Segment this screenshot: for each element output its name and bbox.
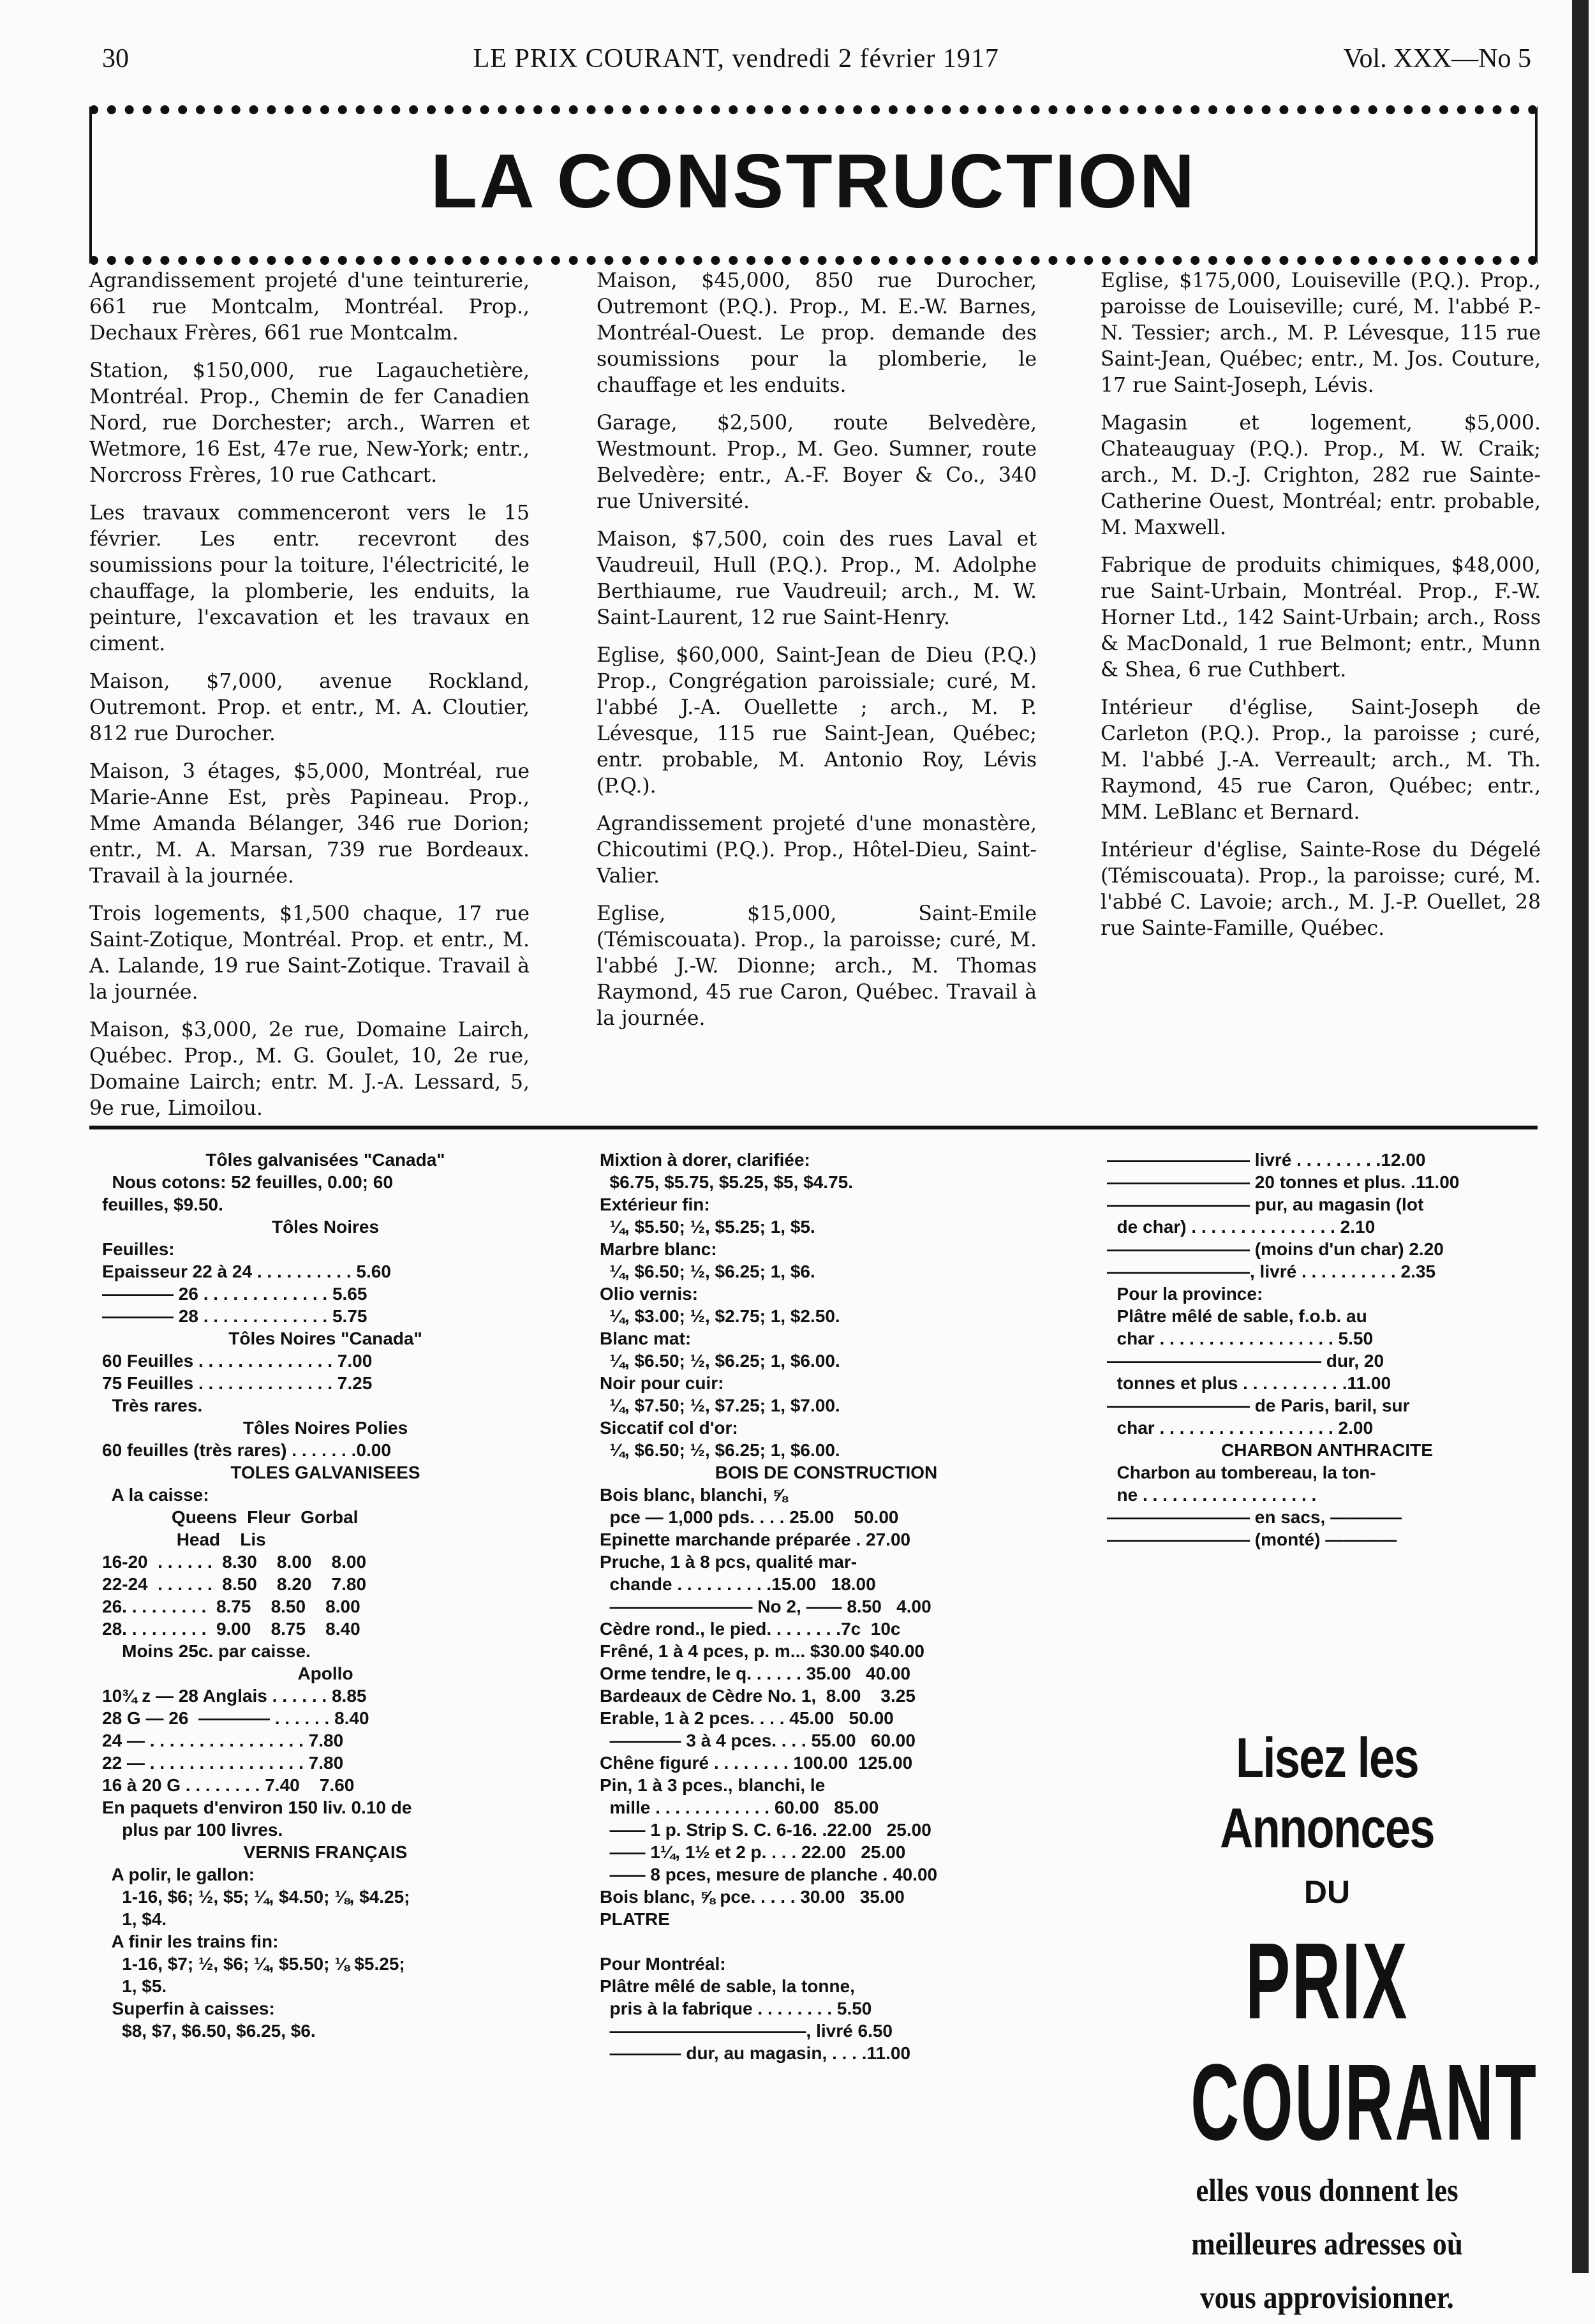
price-list-line: Cèdre rond., le pied. . . . . . . .7c 10c bbox=[600, 1619, 901, 1639]
price-list-line: Extérieur fin: bbox=[600, 1195, 710, 1214]
price-list-line: Nous cotons: 52 feuilles, 0.00; 60 bbox=[102, 1172, 393, 1192]
article-column-3 bbox=[1101, 268, 1541, 953]
price-list-line: Orme tendre, le q. . . . . . 35.00 40.00 bbox=[600, 1664, 911, 1683]
article-paragraph: Les travaux commenceront vers le 15 février. Les entr. recevront des soumissions pour la toiture, l'électricité, le chauffage, la plomberie, les enduits, la peinture, l'excavation et les travaux en ciment. bbox=[89, 502, 530, 655]
price-list-line: 60 feuilles (très rares) . . . . . . .0.00 bbox=[102, 1440, 391, 1460]
price-list-line: Queens Fleur Gorbal bbox=[102, 1507, 359, 1527]
price-list-line: ———————— No 2, —— 8.50 4.00 bbox=[600, 1597, 931, 1616]
price-list-line: 26. . . . . . . . . 8.75 8.50 8.00 bbox=[102, 1597, 360, 1616]
price-list-line: ———— 3 à 4 pces. . . . 55.00 60.00 bbox=[600, 1731, 916, 1750]
price-list-heading: TOLES GALVANISEES bbox=[230, 1463, 420, 1482]
price-list-heading: Tôles Noires bbox=[271, 1217, 380, 1237]
article-paragraph: Intérieur d'église, Sainte-Rose du Dégelé (Témiscouata). Prop., la paroisse; curé, M. l'abbé C. Lavoie; arch., M. J.-P. Ouellet, 28 rue Sainte-Famille, Québec. bbox=[1101, 838, 1541, 940]
article-paragraph: Maison, $7,500, coin des rues Laval et Vaudreuil, Hull (P.Q.). Prop., M. Adolphe Berthiaume, rue Vaudreuil; arch., M. W. Saint-Laurent, 12 rue Saint-Henry. bbox=[597, 528, 1037, 629]
price-list-line: 1, $5. bbox=[102, 1976, 167, 1996]
price-list-line: char . . . . . . . . . . . . . . . . . . 5.50 bbox=[1107, 1329, 1374, 1348]
price-list-line: Feuilles: bbox=[102, 1239, 175, 1259]
price-list-line: A finir les trains fin: bbox=[102, 1932, 279, 1951]
price-list-line: ———— dur, au magasin, . . . .11.00 bbox=[600, 2043, 911, 2063]
ad-connector: DU bbox=[1303, 1874, 1351, 1910]
price-list-line: Siccatif col d'or: bbox=[600, 1418, 738, 1438]
price-list-line: —— 1¼, 1½ et 2 p. . . . 22.00 25.00 bbox=[600, 1842, 906, 1862]
price-list-line: 24 — . . . . . . . . . . . . . . . . 7.80 bbox=[102, 1731, 344, 1750]
price-list-line: Mixtion à dorer, clarifiée: bbox=[600, 1150, 810, 1170]
price-list-line: 16 à 20 G . . . . . . . . 7.40 7.60 bbox=[102, 1775, 355, 1795]
article-paragraph: Intérieur d'église, Saint-Joseph de Carleton (P.Q.). Prop., la paroisse ; curé, M. l'abbé J.-A. Verreault; arch., M. Th. Raymond, 45 rue Caron, Québec; entr., MM. LeBlanc et Bernard. bbox=[1101, 696, 1541, 824]
price-list-line: chande . . . . . . . . . .15.00 18.00 bbox=[600, 1574, 876, 1594]
advertisement bbox=[1107, 1723, 1547, 2324]
price-list-line: Pin, 1 à 3 pces., blanchi, le bbox=[600, 1775, 826, 1795]
ad-brand: PRIX COURANT bbox=[1191, 1921, 1538, 2163]
price-list-line: Pruche, 1 à 8 pcs, qualité mar- bbox=[600, 1552, 857, 1572]
ad-tagline-1: elles vous donnent les bbox=[1196, 2172, 1458, 2208]
price-list-line: ¼, $6.50; ½, $6.25; 1, $6.00. bbox=[600, 1351, 840, 1371]
volume-number: Vol. XXX—No 5 bbox=[1343, 44, 1531, 73]
price-list-line: Bois blanc, ⅝ pce. . . . . 30.00 35.00 bbox=[600, 1887, 905, 1907]
scan-edge bbox=[1572, 0, 1589, 2273]
article-paragraph: Magasin et logement, $5,000. Chateauguay (P.Q.). Prop., M. W. Craik; arch., M. D.-J. Crighton, 282 rue Sainte-Catherine Ouest, Montréal; entr. probable, M. Maxwell. bbox=[1101, 412, 1541, 539]
article-paragraph: Fabrique de produits chimiques, $48,000, rue Saint-Urbain, Montréal. Prop., F.-W. Horner Ltd., 142 Saint-Urbain; arch., Ross & MacDonald, 1 rue Belmont; entr., Munn & Shea, 6 rue Cuthbert. bbox=[1101, 554, 1541, 682]
price-list-line: ———————— 20 tonnes et plus. .11.00 bbox=[1107, 1172, 1460, 1192]
price-list-heading: Apollo bbox=[297, 1664, 353, 1683]
price-list-line: ———————— pur, au magasin (lot bbox=[1107, 1195, 1424, 1214]
price-list-line: 1-16, $7; ½, $6; ¼, $5.50; ⅛ $5.25; bbox=[102, 1954, 405, 1974]
price-list-heading: BOIS DE CONSTRUCTION bbox=[715, 1463, 938, 1482]
price-list-line: Marbre blanc: bbox=[600, 1239, 717, 1259]
price-list-line: ———————— de Paris, baril, sur bbox=[1107, 1396, 1410, 1415]
article-paragraph: Eglise, $15,000, Saint-Emile (Témiscouata). Prop., la paroisse; curé, M. l'abbé J.-W. Dionne; arch., M. Thomas Raymond, 45 rue Caron, Québec. Travail à la journée. bbox=[597, 902, 1037, 1030]
price-list-line: pris à la fabrique . . . . . . . . 5.50 bbox=[600, 1999, 872, 2018]
price-list-line: Pour la province: bbox=[1107, 1284, 1263, 1304]
masthead-title: LE PRIX COURANT, vendredi 2 février 1917 bbox=[473, 44, 999, 73]
price-list-line: pce — 1,000 pds. . . . 25.00 50.00 bbox=[600, 1507, 899, 1527]
price-list-line: 1, $4. bbox=[102, 1909, 167, 1929]
price-list-line: ———————————— dur, 20 bbox=[1107, 1351, 1384, 1371]
price-list-heading: VERNIS FRANÇAIS bbox=[243, 1842, 408, 1862]
price-list-line: 22-24 . . . . . . 8.50 8.20 7.80 bbox=[102, 1574, 367, 1594]
price-list-heading: Tôles Noires Polies bbox=[242, 1418, 408, 1438]
price-list-line: plus par 100 livres. bbox=[102, 1820, 283, 1840]
price-list-line: de char) . . . . . . . . . . . . . . . 2.10 bbox=[1107, 1217, 1376, 1237]
price-list-line: Plâtre mêlé de sable, f.o.b. au bbox=[1107, 1306, 1367, 1326]
price-list-line: 22 — . . . . . . . . . . . . . . . . 7.80 bbox=[102, 1753, 344, 1773]
price-list-line: ————————, livré . . . . . . . . . . 2.35 bbox=[1107, 1262, 1436, 1281]
price-list-line: Plâtre mêlé de sable, la tonne, bbox=[600, 1976, 855, 1996]
price-list-line: Superfin à caisses: bbox=[102, 1999, 275, 2018]
article-paragraph: Trois logements, $1,500 chaque, 17 rue Saint-Zotique, Montréal. Prop. et entr., M. A. Lalande, 19 rue Saint-Zotique. Travail à la journée. bbox=[89, 902, 530, 1004]
running-header bbox=[102, 43, 1531, 88]
price-list-line: A la caisse: bbox=[102, 1485, 209, 1505]
price-list-line: ———————— (moins d'un char) 2.20 bbox=[1107, 1239, 1444, 1259]
section-banner bbox=[89, 105, 1538, 265]
price-list-line: char . . . . . . . . . . . . . . . . . . 2.00 bbox=[1107, 1418, 1374, 1438]
price-list-column-3 bbox=[1107, 1149, 1547, 1551]
ad-headline: Lisez les Annonces bbox=[1220, 1726, 1434, 1859]
price-list-line: PLATRE bbox=[600, 1909, 670, 1929]
article-paragraph: Station, $150,000, rue Lagauchetière, Montréal. Prop., Chemin de fer Canadien Nord, rue Dorchester; arch., Warren et Wetmore, 16 Est, 47e rue, New-York; entr., Norcross Frères, 10 rue Cathcart. bbox=[89, 359, 530, 487]
price-list-line: Bardeaux de Cèdre No. 1, 8.00 3.25 bbox=[600, 1686, 916, 1706]
price-list-line: ———— 28 . . . . . . . . . . . . . 5.75 bbox=[102, 1306, 367, 1326]
price-list-line: Bois blanc, blanchi, ⅝ bbox=[600, 1485, 788, 1505]
price-list-line: Olio vernis: bbox=[600, 1284, 699, 1304]
price-list-line: Head Lis bbox=[102, 1530, 266, 1549]
page-number: 30 bbox=[102, 44, 129, 73]
price-list-line: Epaisseur 22 à 24 . . . . . . . . . . 5.60 bbox=[102, 1262, 391, 1281]
price-list-line: —— 1 p. Strip S. C. 6-16. .22.00 25.00 bbox=[600, 1820, 931, 1840]
article-column-2 bbox=[597, 268, 1037, 1043]
price-list-line: ———————— en sacs, ———— bbox=[1107, 1507, 1402, 1527]
price-list-line: ¼, $6.50; ½, $6.25; 1, $6. bbox=[600, 1262, 815, 1281]
price-list-line: ———————— (monté) ———— bbox=[1107, 1530, 1397, 1549]
price-list-line: 28 G — 26 ———— . . . . . . 8.40 bbox=[102, 1708, 369, 1728]
price-list-line: Blanc mat: bbox=[600, 1329, 692, 1348]
article-paragraph: Agrandissement projeté d'une monastère, Chicoutimi (P.Q.). Prop., Hôtel-Dieu, Saint-Valier. bbox=[597, 812, 1037, 888]
ad-tagline-2: meilleures adresses où bbox=[1191, 2226, 1463, 2261]
price-list-line: $8, $7, $6.50, $6.25, $6. bbox=[102, 2021, 316, 2041]
price-list-line: Noir pour cuir: bbox=[600, 1373, 724, 1393]
price-list-line: mille . . . . . . . . . . . . 60.00 85.00 bbox=[600, 1798, 879, 1817]
price-list-line: Moins 25c. par caisse. bbox=[102, 1641, 311, 1661]
section-divider bbox=[89, 1126, 1538, 1129]
article-paragraph: Maison, $3,000, 2e rue, Domaine Lairch, Québec. Prop., M. G. Goulet, 10, 2e rue, Domaine Lairch; entr. M. J.-A. Lessard, 5, 9e rue, Limoilou. bbox=[89, 1018, 530, 1120]
article-paragraph: Garage, $2,500, route Belvedère, Westmount. Prop., M. Geo. Sumner, route Belvedère; entr., A.-F. Boyer & Co., 340 rue Université. bbox=[597, 412, 1037, 513]
price-list-line: Très rares. bbox=[102, 1396, 203, 1415]
price-list-line: tonnes et plus . . . . . . . . . . .11.00 bbox=[1107, 1373, 1391, 1393]
price-list-line: ¼, $7.50; ½, $7.25; 1, $7.00. bbox=[600, 1396, 840, 1415]
price-list-line: ¼, $6.50; ½, $6.25; 1, $6.00. bbox=[600, 1440, 840, 1460]
price-list-line: Charbon au tombereau, la ton- bbox=[1107, 1463, 1376, 1482]
article-paragraph: Eglise, $60,000, Saint-Jean de Dieu (P.Q.) Prop., Congrégation paroissiale; curé, M. l'abbé J.-A. Ouellette ; arch., M. P. Lévesque, 115 rue Saint-Jean, Québec; entr. probable, M. Antonio Roy, Lévis (P.Q.). bbox=[597, 644, 1037, 798]
article-paragraph: Eglise, $175,000, Louiseville (P.Q.). Prop., paroisse de Louiseville; curé, M. l'abbé P.-N. Tessier; arch., M. P. Lévesque, 115 rue Saint-Jean, Québec; entr., M. Jos. Couture, 17 rue Saint-Joseph, Lévis. bbox=[1101, 269, 1541, 397]
price-list-line: Epinette marchande préparée . 27.00 bbox=[600, 1530, 911, 1549]
price-list-line: ———————— livré . . . . . . . . .12.00 bbox=[1107, 1150, 1426, 1170]
price-list-heading: CHARBON ANTHRACITE bbox=[1221, 1440, 1433, 1460]
price-list-line: ———————————, livré 6.50 bbox=[600, 2021, 893, 2041]
price-list-line: feuilles, $9.50. bbox=[102, 1195, 223, 1214]
price-list-line: Pour Montréal: bbox=[600, 1954, 726, 1974]
article-paragraph: Maison, $45,000, 850 rue Durocher, Outremont (P.Q.). Prop., M. E.-W. Barnes, Montréal-Ouest. Le prop. demande des soumissions pour la plomberie, le chauffage et les enduits. bbox=[597, 269, 1037, 397]
price-list-heading: Tôles Noires "Canada" bbox=[228, 1329, 422, 1348]
price-list-line: 10¾ z — 28 Anglais . . . . . . 8.85 bbox=[102, 1686, 367, 1706]
price-list-line: A polir, le gallon: bbox=[102, 1865, 255, 1884]
price-list-line: 75 Feuilles . . . . . . . . . . . . . . 7.25 bbox=[102, 1373, 373, 1393]
price-list-column-1 bbox=[102, 1149, 549, 2042]
price-list-column-2 bbox=[600, 1149, 1053, 2064]
price-list-line: En paquets d'environ 150 liv. 0.10 de bbox=[102, 1798, 412, 1817]
price-list-line: 60 Feuilles . . . . . . . . . . . . . . 7.00 bbox=[102, 1351, 373, 1371]
price-list-line: 16-20 . . . . . . 8.30 8.00 8.00 bbox=[102, 1552, 367, 1572]
price-list-line: —— 8 pces, mesure de planche . 40.00 bbox=[600, 1865, 938, 1884]
price-list-heading: Tôles galvanisées "Canada" bbox=[205, 1150, 445, 1170]
price-list-line: 28. . . . . . . . . 9.00 8.75 8.40 bbox=[102, 1619, 360, 1639]
price-list-line: ¼, $3.00; ½, $2.75; 1, $2.50. bbox=[600, 1306, 840, 1326]
price-list-line: Chêne figuré . . . . . . . . 100.00 125.00 bbox=[600, 1753, 913, 1773]
article-paragraph: Agrandissement projeté d'une teinturerie, 661 rue Montcalm, Montréal. Prop., Dechaux Frères, 661 rue Montcalm. bbox=[89, 269, 530, 345]
article-paragraph: Maison, 3 étages, $5,000, Montréal, rue Marie-Anne Est, près Papineau. Prop., Mme Amanda Bélanger, 346 rue Dorion; entr., M. A. Marsan, 739 rue Bordeaux. Travail à la journée. bbox=[89, 760, 530, 888]
price-list-line: ne . . . . . . . . . . . . . . . . . . bbox=[1107, 1485, 1317, 1505]
article-column-1 bbox=[89, 268, 530, 1133]
price-list-line: $6.75, $5.75, $5.25, $5, $4.75. bbox=[600, 1172, 853, 1192]
price-list-line bbox=[600, 1930, 1053, 1953]
article-paragraph: Maison, $7,000, avenue Rockland, Outremont. Prop. et entr., M. A. Cloutier, 812 rue Durocher. bbox=[89, 670, 530, 745]
price-list-line: Frêné, 1 à 4 pces, p. m... $30.00 $40.00 bbox=[600, 1641, 924, 1661]
price-list-line: Erable, 1 à 2 pces. . . . 45.00 50.00 bbox=[600, 1708, 894, 1728]
price-list-line: 1-16, $6; ½, $5; ¼, $4.50; ⅛, $4.25; bbox=[102, 1887, 410, 1907]
section-title: LA CONSTRUCTION bbox=[430, 138, 1197, 224]
price-list-line: ¼, $5.50; ½, $5.25; 1, $5. bbox=[600, 1217, 815, 1237]
price-list-line: ———— 26 . . . . . . . . . . . . . 5.65 bbox=[102, 1284, 367, 1304]
ad-tagline-3: vous approvisionner. bbox=[1200, 2279, 1454, 2315]
